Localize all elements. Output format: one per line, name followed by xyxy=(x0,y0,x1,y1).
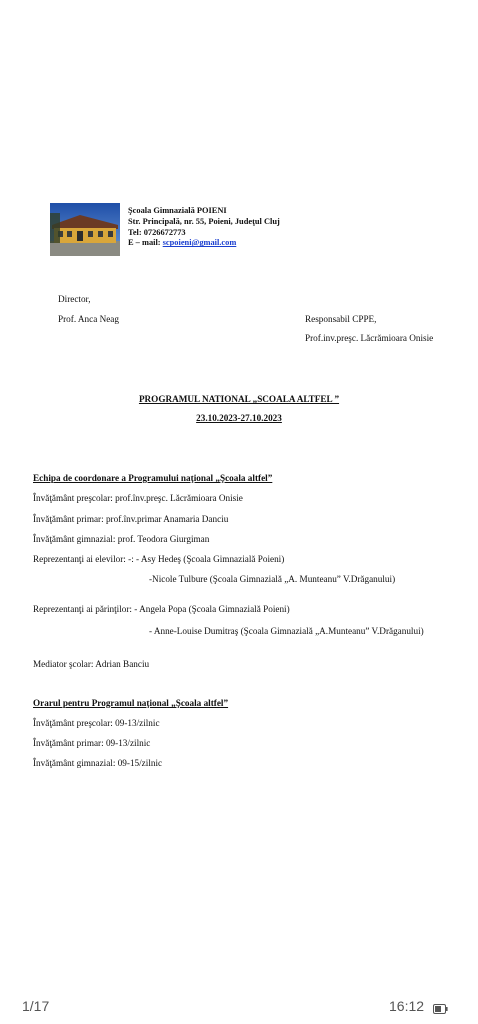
clock-time: 16:12 xyxy=(389,998,425,1014)
battery-icon xyxy=(433,1001,448,1011)
team-mediator: Mediator şcolar: Adrian Banciu xyxy=(33,659,150,669)
director-title: Director, xyxy=(58,294,91,304)
team-heading: Echipa de coordonare a Programului naţional „Şcoala altfel” xyxy=(33,473,273,483)
email-link[interactable]: scpoieni@gmail.com xyxy=(162,238,237,248)
page-indicator: 1/17 xyxy=(22,998,50,1014)
program-dates: 23.10.2023-27.10.2023 xyxy=(196,413,282,423)
schedule-gimnazial: Învăţământ gimnazial: 09-15/zilnic xyxy=(33,758,163,768)
team-elevi-2: -Nicole Tulbure (Şcoala Gimnazială „A. Munteanu” V.Drăganului) xyxy=(149,574,396,584)
school-phone: Tel: 0726672773 xyxy=(128,227,186,237)
school-name: Şcoala Gimnazială POIENI xyxy=(128,206,227,215)
program-title: PROGRAMUL NATIONAL „SCOALA ALTFEL ” xyxy=(138,394,340,404)
responsabil-title: Responsabil CPPE, xyxy=(305,314,377,324)
team-primar: Învăţământ primar: prof.înv.primar Anamaria Danciu xyxy=(33,514,229,524)
email-label: E – mail: xyxy=(128,238,163,248)
school-header xyxy=(128,206,280,249)
team-prescolar: Învăţământ preşcolar: prof.înv.preşc. Lăcrămioara Onisie xyxy=(33,493,243,503)
responsabil-name: Prof.inv.preşc. Lăcrămioara Onisie xyxy=(305,333,434,343)
schedule-prescolar: Învăţământ preşcolar: 09-13/zilnic xyxy=(33,718,160,728)
team-parinti-2: - Anne-Louise Dumitraş (Şcoala Gimnazială „A.Munteanu” V.Drăganului) xyxy=(149,626,424,636)
school-address: Str. Principală, nr. 55, Poieni, Judeţul Cluj xyxy=(128,216,280,226)
schedule-primar: Învăţământ primar: 09-13/zilnic xyxy=(33,738,151,748)
schedule-heading: Orarul pentru Programul naţional „Şcoala altfel” xyxy=(33,698,229,708)
team-parinti-1: Reprezentanţi ai părinţilor: - Angela Popa (Şcoala Gimnazială Poieni) xyxy=(33,604,290,614)
team-elevi-1: Reprezentanţi ai elevilor: -: - Asy Hedeş (Şcoala Gimnazială Poieni) xyxy=(33,554,285,564)
school-photo xyxy=(50,203,120,256)
team-gimnazial: Învăţământ gimnazial: prof. Teodora Giurgiman xyxy=(33,534,210,544)
director-name: Prof. Anca Neag xyxy=(58,314,119,324)
school-building-icon xyxy=(50,203,120,256)
school-email-line xyxy=(128,238,280,249)
